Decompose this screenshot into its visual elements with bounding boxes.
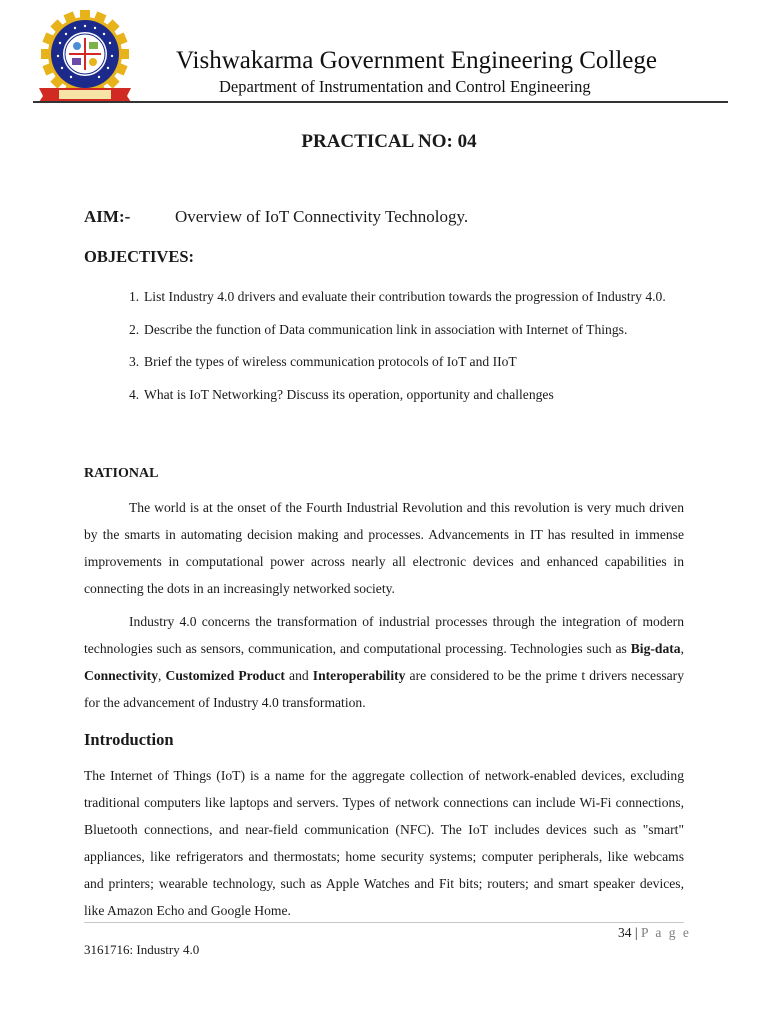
list-item-number: 4. <box>129 386 140 402</box>
list-item <box>129 379 689 412</box>
keyword-big-data: Big-data <box>630 641 681 656</box>
paragraph-text: , <box>680 641 684 656</box>
paragraph-text: , <box>158 668 166 683</box>
rational-heading: RATIONAL <box>84 466 159 481</box>
list-item-number: 1. <box>129 289 140 304</box>
page-label: P a g e <box>640 925 691 940</box>
introduction-heading: Introduction <box>84 730 174 749</box>
list-item <box>129 314 689 347</box>
list-item-text: List Industry 4.0 drivers and evaluate their contribution towards the progression of Industry 4.0. <box>144 289 666 304</box>
keyword-connectivity: Connectivity <box>84 668 159 683</box>
college-name: Vishwakarma Government Engineering College <box>176 47 657 74</box>
course-code: 3161716: Industry 4.0 <box>84 942 200 957</box>
page-number-value: 34 <box>618 925 632 940</box>
paragraph-text: are considered to be the prime t drivers necessary for the advancement of Industry 4.0 transformation. <box>84 668 685 710</box>
page-number-separator: | <box>634 925 638 940</box>
list-item <box>129 346 689 379</box>
header-divider <box>33 101 728 103</box>
aim-label: AIM:- <box>84 207 131 226</box>
college-logo <box>33 10 137 102</box>
practical-title: PRACTICAL NO: 04 <box>301 131 477 152</box>
keyword-interoperability: Interoperability <box>312 668 406 683</box>
footer-divider <box>84 922 684 923</box>
list-item-text: What is IoT Networking? Discuss its operation, opportunity and challenges <box>144 386 554 402</box>
list-item <box>129 281 689 314</box>
paragraph-text: Industry 4.0 concerns the transformation of industrial processes through the integration of modern technologies such as sensors, communication, and computational processing. Technologies such as <box>84 614 684 656</box>
list-item-text: Brief the types of wireless communication protocols of IoT and IIoT <box>144 354 517 369</box>
introduction-paragraph: The Internet of Things (IoT) is a name for the aggregate collection of network-enabled devices, excluding traditional computers like laptops and servers. Types of network connections can include Wi-Fi connections, Bluetooth connections, and near-field communication (NFC). The IoT includes devices such as "smart" appliances, like refrigerators and thermostats; home security systems; computer peripherals, like webcams and printers; wearable technology, such as Apple Watches and Fit bits; routers; and smart speaker devices, like Amazon Echo and Google Home. <box>84 768 684 918</box>
list-item-text: Describe the function of Data communication link in association with Internet of Things. <box>144 321 628 337</box>
department-name: Department of Instrumentation and Control Engineering <box>219 77 591 96</box>
objectives-list <box>129 281 689 411</box>
list-item-number: 3. <box>129 354 140 369</box>
paragraph-text: and <box>284 668 313 683</box>
page-number <box>618 925 691 941</box>
aim-text: Overview of IoT Connectivity Technology. <box>175 207 469 226</box>
rational-paragraph-2 <box>84 608 684 716</box>
keyword-customized-product: Customized Product <box>165 668 285 683</box>
objectives-heading: OBJECTIVES: <box>84 247 195 266</box>
rational-paragraph-1: The world is at the onset of the Fourth Industrial Revolution and this revolution is very much driven by the smarts in automating decision making and processes. Advancements in IT has resulted in immense improvements in computational power across nearly all electronic devices and enhanced capabilities in connecting the dots in an increasingly networked society. <box>84 500 684 596</box>
list-item-number: 2. <box>129 321 140 337</box>
